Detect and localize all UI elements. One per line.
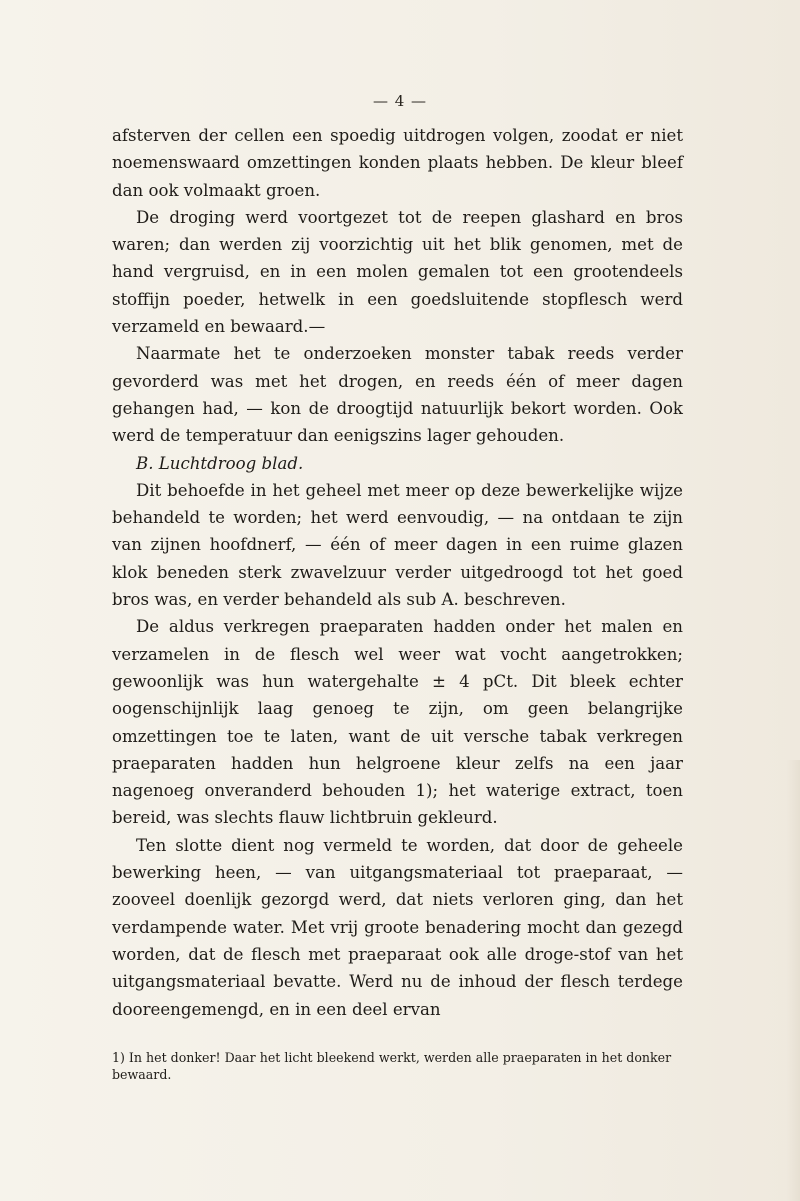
- page-edge-shadow: [786, 760, 800, 1201]
- paragraph-3: Naarmate het te onderzoeken monster tabak reeds verder gevorderd was met het drogen, en reeds één of meer dagen gehangen had, — kon de droogtijd natuurlijk bekort worden. Ook werd de temperatuur dan eenigszins lager gehouden.: [112, 344, 683, 446]
- paragraph-5: De aldus verkregen praeparaten hadden onder het malen en verzamelen in de flesch wel weer wat vocht aangetrokken; gewoonlijk was hun watergehalte ± 4 pCt. Dit bleek echter oogenschijnlijk laag genoeg te zijn, om geen belangrijke omzettingen toe te laten, want de uit versche tabak verkregen praeparaten hadden hun helgroene kleur zelfs na een jaar nagenoeg onveranderd behouden 1); het waterige extract, toen bereid, was slechts flauw lichtbruin gekleurd.: [112, 617, 683, 828]
- footnote: [112, 1049, 683, 1083]
- paragraph-4: Dit behoefde in het geheel met meer op deze bewerkelijke wijze behandeld te worden; het werd eenvoudig, — na ontdaan te zijn van zijnen hoofdnerf, — één of meer dagen in een ruime glazen klok beneden sterk zwavelzuur verder uitgedroogd tot het goed bros was, en verder behandeld als sub A. beschreven.: [112, 480, 683, 610]
- section-heading-b: B. Luchtdroog blad.: [136, 453, 304, 473]
- body-text: [112, 122, 683, 1023]
- page-number: — 4 —: [372, 92, 428, 110]
- paragraph-6: Ten slotte dient nog vermeld te worden, dat door de geheele bewerking heen, — van uitgangsmateriaal tot praeparaat, — zooveel doenlijk gezorgd werd, dat niets verloren ging, dan het verdampende water. Met vrij groote benadering mocht dan gezegd worden, dat de flesch met praeparaat ook alle droge-stof van het uitgangsmateriaal bevatte. Werd nu de inhoud der flesch terdege dooreengemengd, en in een deel ervan: [112, 835, 683, 1019]
- footnote-text: 1) In het donker! Daar het licht bleekend werkt, werden alle praeparaten in het donker bewaard.: [112, 1050, 672, 1082]
- paragraph-2: De droging werd voortgezet tot de reepen glashard en bros waren; dan werden zij voorzichtig uit het blik genomen, met de hand vergruisd, en in een molen gemalen tot een grootendeels stoffijn poeder, hetwelk in een goedsluitende stopflesch werd verzameld en bewaard.—: [112, 207, 683, 337]
- paragraph-1: afsterven der cellen een spoedig uitdrogen volgen, zoodat er niet noemenswaard omzettingen konden plaats hebben. De kleur bleef dan ook volmaakt groen.: [112, 126, 683, 200]
